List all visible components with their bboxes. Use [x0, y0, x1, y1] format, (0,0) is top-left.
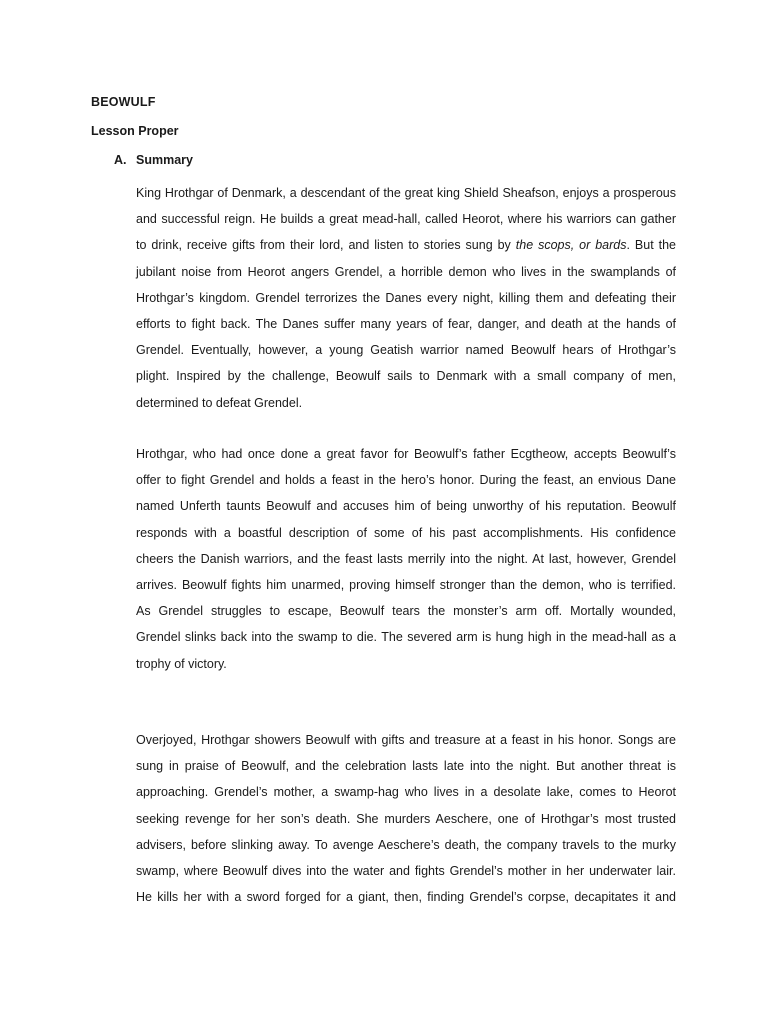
paragraph-line: arrives. Beowulf fights him unarmed, proving himself stronger than the demon, who is terrified. — [136, 578, 676, 593]
paragraph-line — [136, 232, 676, 258]
paragraph-line: sung in praise of Beowulf, and the celebration lasts late into the night. But another threat is — [136, 759, 676, 774]
document-title: BEOWULF — [91, 95, 156, 109]
subsection-marker: A. — [114, 153, 127, 167]
paragraph-line: Grendel. Eventually, however, a young Geatish warrior named Beowulf hears of Hrothgar’s — [136, 343, 676, 358]
paragraph-line: responds with a boastful description of some of his past accomplishments. His confidence — [136, 525, 676, 540]
paragraph-line: swamp, where Beowulf dives into the water and fights Grendel’s mother in her underwater lair. — [136, 864, 676, 879]
paragraph-text: to drink, receive gifts from their lord, and listen to stories sung by — [136, 238, 516, 253]
summary-paragraph-2 — [136, 441, 676, 677]
paragraph-line: determined to defeat Grendel. — [136, 395, 303, 410]
paragraph-line: Grendel slinks back into the swamp to die. The severed arm is hung high in the mead-hall as a — [136, 630, 676, 645]
subsection-heading — [114, 151, 193, 169]
paragraph-line: offer to fight Grendel and holds a feast in the hero’s honor. During the feast, an envious Dane — [136, 473, 676, 488]
paragraph-line: King Hrothgar of Denmark, a descendant of the great king Shield Sheafson, enjoys a prosperous — [136, 186, 676, 200]
section-heading: Lesson Proper — [91, 124, 179, 138]
paragraph-line: named Unferth taunts Beowulf and accuses him of being unworthy of his reputation. Beowulf — [136, 499, 676, 514]
paragraph-line: Hrothgar, who had once done a great favor for Beowulf’s father Ecgtheow, accepts Beowulf’s — [136, 447, 676, 461]
paragraph-line: jubilant noise from Heorot angers Grendel, a horrible demon who lives in the swamplands of — [136, 264, 676, 279]
paragraph-line: Overjoyed, Hrothgar showers Beowulf with gifts and treasure at a feast in his honor. Songs are — [136, 733, 676, 747]
paragraph-line: efforts to fight back. The Danes suffer many years of fear, danger, and death at the hands of — [136, 317, 676, 332]
italic-phrase: the scops, or bards — [515, 238, 627, 253]
paragraph-line: and successful reign. He builds a great mead-hall, called Heorot, where his warriors can gather — [136, 212, 676, 227]
paragraph-line: seeking revenge for her son’s death. She murders Aeschere, one of Hrothgar’s most trusted — [136, 811, 676, 826]
paragraph-line: advisers, before slinking away. To avenge Aeschere’s death, the company travels to the murky — [136, 837, 676, 852]
summary-paragraph-1 — [136, 180, 676, 416]
paragraph-text: . But the — [626, 238, 677, 253]
paragraph-line: As Grendel struggles to escape, Beowulf tears the monster’s arm off. Mortally wounded, — [136, 604, 676, 619]
paragraph-line: cheers the Danish warriors, and the feast lasts merrily into the night. At last, however, Grendel — [136, 551, 676, 566]
paragraph-line: trophy of victory. — [136, 656, 227, 671]
paragraph-line: approaching. Grendel’s mother, a swamp-hag who lives in a desolate lake, comes to Heorot — [136, 785, 676, 800]
subsection-label: Summary — [136, 153, 193, 167]
paragraph-line: Hrothgar’s kingdom. Grendel terrorizes the Danes every night, killing them and defeating their — [136, 290, 676, 305]
paragraph-line: He kills her with a sword forged for a giant, then, finding Grendel’s corpse, decapitates it and — [136, 890, 676, 905]
paragraph-line: plight. Inspired by the challenge, Beowulf sails to Denmark with a small company of men, — [136, 369, 676, 384]
summary-paragraph-3 — [136, 727, 676, 910]
